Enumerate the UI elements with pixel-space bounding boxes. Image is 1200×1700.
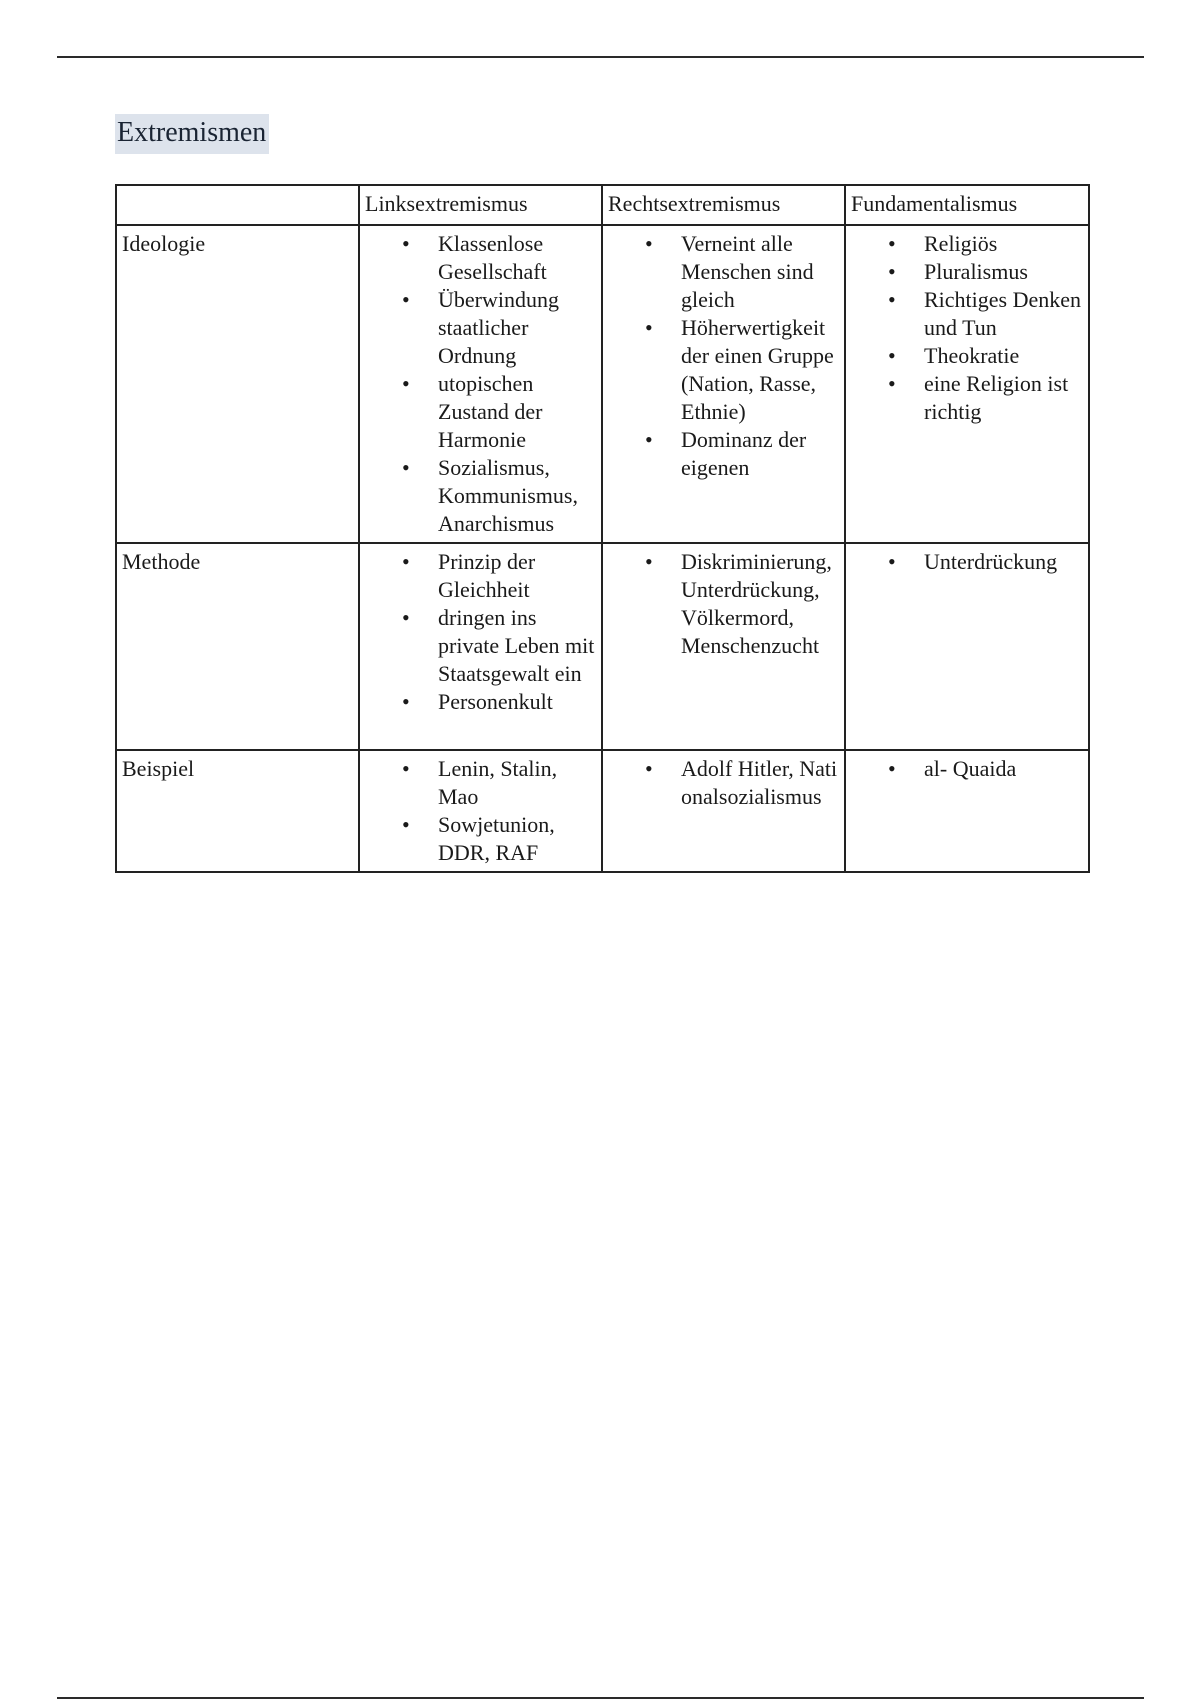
table-cell bbox=[602, 225, 845, 543]
table-row-methode bbox=[116, 543, 1089, 750]
bullet-icon: • bbox=[888, 371, 896, 396]
bullet-icon: • bbox=[645, 427, 653, 452]
bullet-icon: • bbox=[402, 756, 410, 781]
bullet-icon: • bbox=[888, 343, 896, 368]
bullet-icon: • bbox=[645, 549, 653, 574]
bullet-icon: • bbox=[888, 756, 896, 781]
footer-rule bbox=[57, 1697, 1144, 1699]
list-item: • Verneint alle Menschen sind gleich bbox=[645, 231, 814, 312]
table-row-ideologie bbox=[116, 225, 1089, 543]
list-item: • Personenkult bbox=[402, 689, 553, 714]
bullet-list bbox=[608, 548, 839, 660]
list-item: • Pluralismus bbox=[888, 259, 1028, 284]
list-item: • Überwindung staatlicher Ordnung bbox=[402, 287, 559, 368]
bullet-icon: • bbox=[402, 605, 410, 630]
table-cell bbox=[845, 750, 1089, 872]
bullet-icon: • bbox=[888, 231, 896, 256]
header-rule bbox=[57, 56, 1144, 58]
bullet-icon: • bbox=[888, 549, 896, 574]
list-item: • Lenin, Stalin, Mao bbox=[402, 756, 558, 809]
bullet-icon: • bbox=[402, 689, 410, 714]
extremism-table bbox=[115, 184, 1090, 873]
bullet-icon: • bbox=[402, 371, 410, 396]
list-item: • al- Quaida bbox=[888, 756, 1017, 781]
header-cell-fundamentalismus: Fundamentalismus bbox=[845, 185, 1089, 225]
row-label: Methode bbox=[116, 543, 359, 750]
list-item: • Sowjetunion, DDR, RAF bbox=[402, 812, 555, 865]
table-cell bbox=[845, 225, 1089, 543]
table-header-row bbox=[116, 185, 1089, 225]
list-item: • Richtiges Denken und Tun bbox=[888, 287, 1082, 340]
bullet-list bbox=[365, 755, 596, 867]
list-item: • Dominanz der eigenen bbox=[645, 427, 807, 480]
table-cell bbox=[359, 543, 602, 750]
bullet-icon: • bbox=[645, 231, 653, 256]
list-item: • Sozialismus, Kommunismus, Anarchismus bbox=[402, 455, 578, 536]
header-cell-linksextremismus: Linksextremismus bbox=[359, 185, 602, 225]
list-item: • Klassenlose Gesellschaft bbox=[402, 231, 547, 284]
list-item: • dringen ins private Leben mit Staatsgewalt ein bbox=[402, 605, 595, 686]
table-row-beispiel bbox=[116, 750, 1089, 872]
list-item: • eine Religion ist richtig bbox=[888, 371, 1069, 424]
row-label: Ideologie bbox=[116, 225, 359, 543]
list-item: • Unterdrückung bbox=[888, 549, 1058, 574]
table-cell bbox=[359, 750, 602, 872]
table-cell bbox=[359, 225, 602, 543]
header-cell-rechtsextremismus: Rechtsextremismus bbox=[602, 185, 845, 225]
list-item: • Prinzip der Gleichheit bbox=[402, 549, 536, 602]
bullet-icon: • bbox=[402, 231, 410, 256]
list-item: • Theokratie bbox=[888, 343, 1020, 368]
bullet-icon: • bbox=[645, 315, 653, 340]
bullet-icon: • bbox=[888, 259, 896, 284]
bullet-list bbox=[851, 755, 1083, 783]
bullet-icon: • bbox=[402, 549, 410, 574]
bullet-list bbox=[608, 230, 839, 482]
bullet-icon: • bbox=[645, 756, 653, 781]
list-item: • Diskriminierung, Unterdrückung, Völkermord, Menschenzucht bbox=[645, 549, 832, 658]
list-item: • utopischen Zustand der Harmonie bbox=[402, 371, 543, 452]
bullet-icon: • bbox=[402, 287, 410, 312]
bullet-icon: • bbox=[888, 287, 896, 312]
bullet-list bbox=[608, 755, 839, 811]
list-item: • Adolf Hitler, Nationalsozialismus bbox=[645, 756, 838, 809]
table-cell bbox=[602, 543, 845, 750]
row-label: Beispiel bbox=[116, 750, 359, 872]
table-cell bbox=[602, 750, 845, 872]
bullet-icon: • bbox=[402, 455, 410, 480]
bullet-list bbox=[851, 548, 1083, 576]
header-cell-empty bbox=[116, 185, 359, 225]
bullet-icon: • bbox=[402, 812, 410, 837]
bullet-list bbox=[365, 548, 596, 716]
table-cell bbox=[845, 543, 1089, 750]
bullet-list bbox=[851, 230, 1083, 426]
bullet-list bbox=[365, 230, 596, 538]
list-item: • Höherwertigkeit der einen Gruppe (Nation, Rasse, Ethnie) bbox=[645, 315, 834, 424]
page-title: Extremismen bbox=[115, 114, 269, 154]
list-item: • Religiös bbox=[888, 231, 998, 256]
